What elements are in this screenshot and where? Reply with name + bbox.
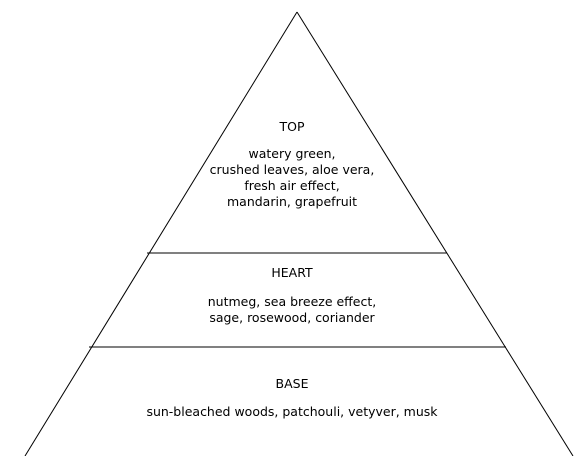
tier-heart-notes (0, 294, 584, 326)
tier-heart (0, 265, 584, 326)
tier-top-note: watery green, (248, 146, 336, 161)
tier-top-note: mandarin, grapefruit (226, 194, 358, 209)
tier-top-notes (0, 146, 584, 210)
tier-base-title: BASE (275, 376, 309, 391)
tier-heart-note: sage, rosewood, coriander (209, 310, 375, 325)
tier-top-note: fresh air effect, (244, 178, 340, 193)
tier-heart-note: nutmeg, sea breeze effect, (207, 294, 377, 309)
tier-top-note: crushed leaves, aloe vera, (209, 162, 375, 177)
tier-top-title: TOP (279, 119, 305, 134)
tier-top (0, 119, 584, 210)
tier-base-note: sun-bleached woods, patchouli, vetyver, musk (146, 404, 438, 419)
tier-base-notes (0, 404, 584, 420)
tier-base (0, 376, 584, 420)
tier-heart-title: HEART (271, 265, 313, 280)
